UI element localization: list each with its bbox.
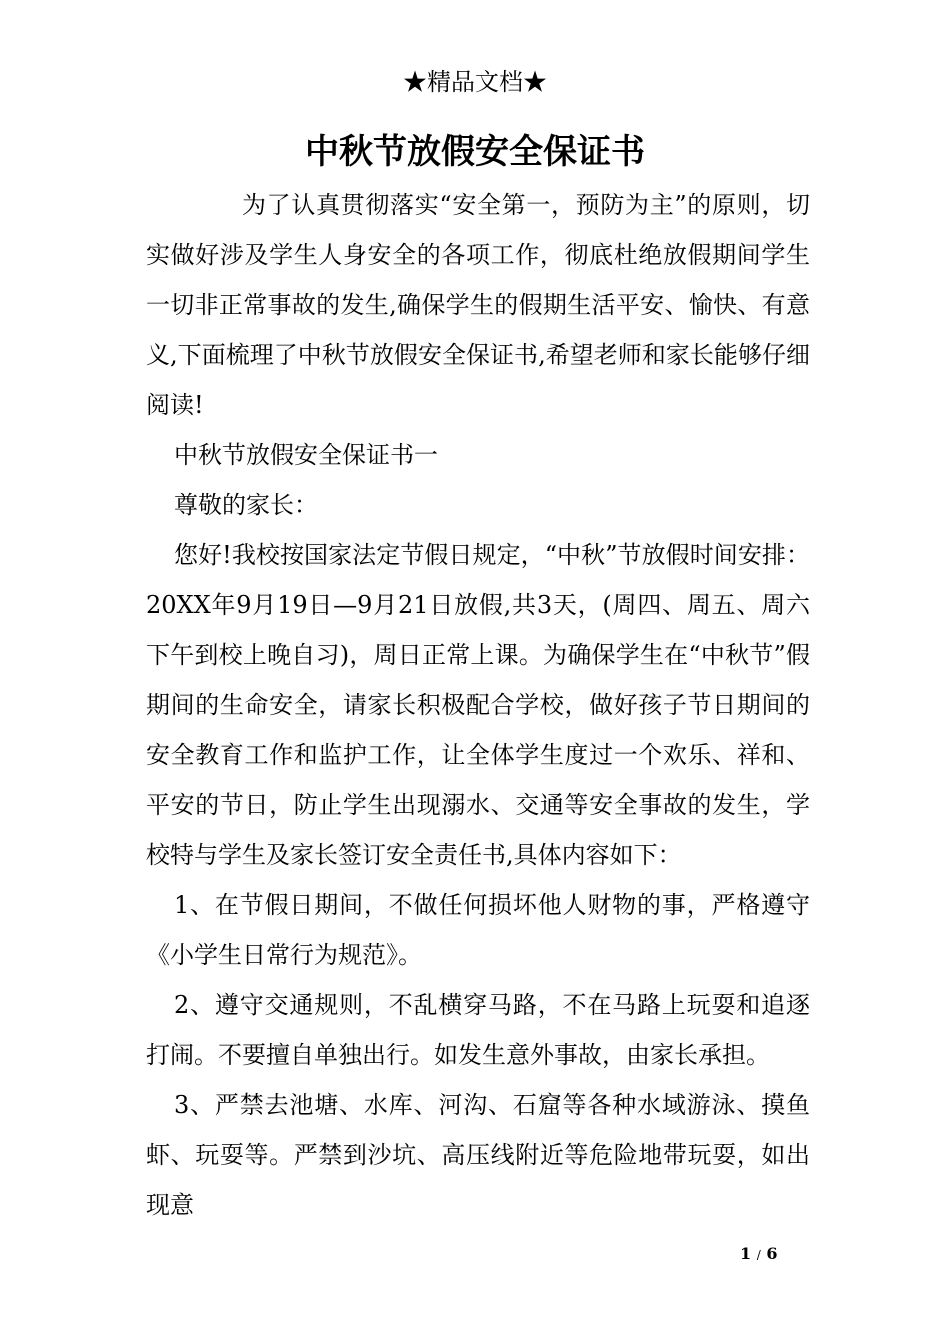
section-heading: 中秋节放假安全保证书一 <box>174 441 438 469</box>
rule-item-2: 2、遵守交通规则，不乱横穿马路，不在马路上玩耍和追逐打闹。不要擅自单独出行。如发生意外事故，由家长承担。 <box>146 991 810 1069</box>
rule-item-3: 3、严禁去池塘、水库、河沟、石窟等各种水域游泳、摸鱼虾、玩耍等。严禁到沙坑、高压线附近等危险地带玩耍，如出现意 <box>146 1091 810 1219</box>
salutation: 尊敬的家长： <box>174 491 318 519</box>
rule-item-1: 1、在节假日期间，不做任何损坏他人财物的事，严格遵守《小学生日常行为规范》。 <box>146 891 810 969</box>
intro-paragraph: 为了认真贯彻落实“安全第一，预防为主”的原则，切实做好涉及学生人身安全的各项工作，彻底杜绝放假期间学生一切非正常事故的发生,确保学生的假期生活平安、愉快、有意义,下面梳理了中秋节放假安全保证书,希望老师和家长能够仔细阅读! <box>146 191 810 419</box>
page-number <box>740 1244 800 1265</box>
document-body <box>146 180 810 1230</box>
page-current: 1 <box>740 1244 752 1263</box>
body-paragraph: 您好!我校按国家法定节假日规定，“中秋”节放假时间安排：20XX年9月19日—9月21日放假,共3天，(周四、周五、周六下午到校上晚自习)，周日正常上课。为确保学生在“中秋节”假期间的生命安全，请家长积极配合学校，做好孩子节日期间的安全教育工作和监护工作，让全体学生度过一个欢乐、祥和、平安的节日，防止学生出现溺水、交通等安全事故的发生，学校特与学生及家长签订安全责任书,具体内容如下： <box>146 541 810 869</box>
page-total: 6 <box>766 1244 778 1263</box>
document-title: 中秋节放假安全保证书 <box>305 132 645 172</box>
page-header: ★精品文档★ <box>403 68 547 96</box>
page-separator: / <box>756 1248 761 1262</box>
